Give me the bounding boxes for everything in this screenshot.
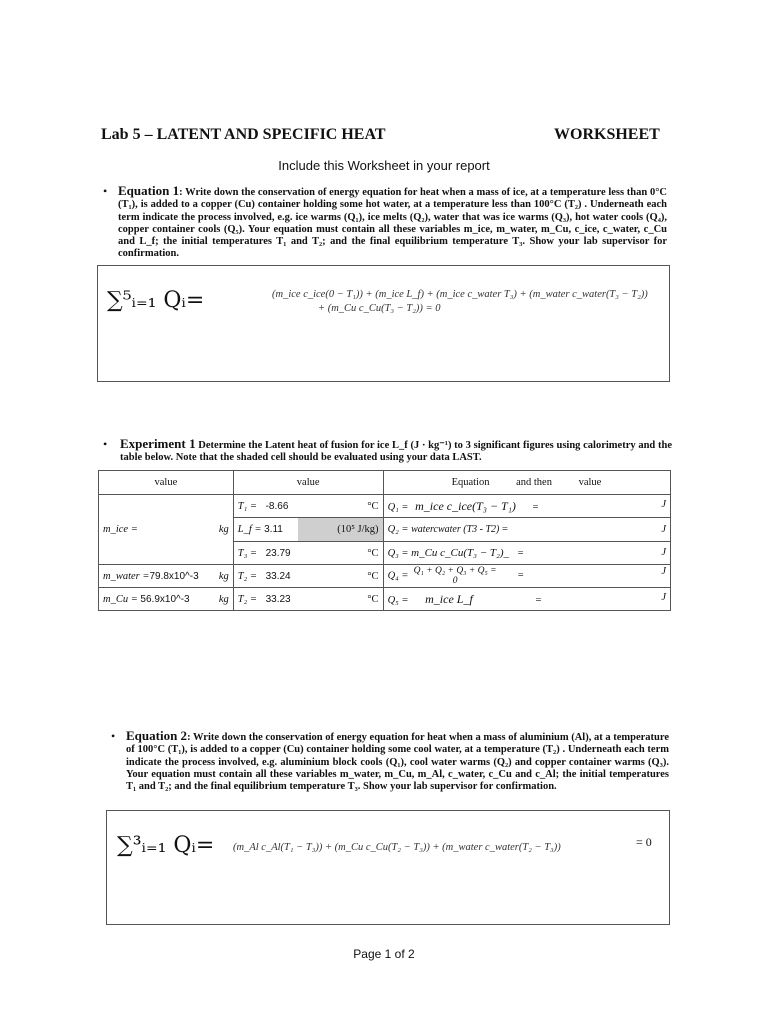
- lf-value: 3.11: [264, 524, 283, 535]
- equation2-answer: (m_Al c_Al(T₁ − T₃)) + (m_Cu c_Cu(T₂ − T₃)) + (m_water c_water(T₂ − T₃)): [233, 842, 561, 853]
- q3-equals: =: [517, 548, 524, 559]
- q3-label: Q₃ =: [387, 548, 409, 559]
- q5-expr: m_ice L_f: [425, 591, 473, 606]
- q4-cell[interactable]: [383, 565, 670, 588]
- t2b-label: T₂ =: [237, 593, 257, 605]
- m-water-value: 79.8x10^-3: [149, 570, 199, 582]
- m-water-unit: kg: [218, 570, 229, 582]
- equation1-instructions: [118, 185, 667, 261]
- equation2-instructions: [126, 730, 669, 793]
- subtitle: Include this Worksheet in your report: [278, 158, 490, 173]
- lf-unit-shaded: [298, 518, 383, 541]
- lab-title: Lab 5 – LATENT AND SPECIFIC HEAT: [101, 126, 386, 143]
- q2-label: Q₂ =: [387, 524, 409, 535]
- header-value-mid: value: [233, 471, 383, 495]
- page-number: Page 1 of 2: [353, 947, 415, 961]
- t2-cell[interactable]: [233, 565, 383, 588]
- m-ice-label: m_ice =: [103, 524, 138, 535]
- m-cu-value: 56.9x10^-3: [140, 593, 190, 605]
- t3-label: T₃ =: [237, 547, 257, 559]
- lf-unit: (10⁵ J/kg): [337, 524, 379, 535]
- q2-equals: =: [502, 524, 508, 535]
- t1-unit: °C: [367, 500, 379, 512]
- q1-unit: J: [661, 498, 666, 510]
- t1-label: T₁ =: [237, 500, 257, 512]
- equation2-label: Equation 2: [126, 728, 188, 743]
- q4-expr: Q₁ + Q₂ + Q₃ + Q₅ = 0: [413, 566, 497, 586]
- equation1-answer-line2: + (m_Cu c_Cu(T₃ − T₂)) = 0: [318, 303, 441, 314]
- equation1-answer-box[interactable]: [97, 265, 670, 382]
- q4-equals: =: [517, 570, 524, 582]
- t2-value: 33.24: [265, 570, 291, 582]
- header-value-right: value: [578, 477, 602, 488]
- header-value-left: value: [99, 471, 234, 495]
- q1-cell[interactable]: [383, 495, 670, 518]
- lf-label: L_f =: [237, 524, 262, 535]
- experiment1-table: [98, 470, 671, 611]
- equation1-label: Equation 1: [118, 183, 180, 198]
- lf-cell[interactable]: [233, 518, 383, 542]
- equation2-answer-box[interactable]: [106, 810, 670, 925]
- q2-unit: J: [661, 524, 666, 535]
- m-water-label: m_water =: [103, 570, 150, 582]
- t2b-cell[interactable]: [233, 588, 383, 611]
- equation2-equals-zero: = 0: [636, 835, 652, 849]
- worksheet-label: WORKSHEET: [554, 126, 660, 143]
- q3-unit: J: [661, 547, 666, 558]
- q1-label: Q₁ =: [387, 501, 409, 513]
- bullet: •: [111, 729, 116, 743]
- bullet: •: [103, 184, 108, 198]
- q2-expr: watercwater (T3 - T2): [411, 524, 500, 535]
- t1-cell[interactable]: [233, 495, 383, 518]
- equation1-sum: ∑⁵ᵢ₌₁ Qᵢ=: [107, 288, 205, 313]
- equation1-text: : Write down the conservation of energy equation for heat when a mass of ice, at a temperature less than 0°C (T₁), is added to a copper (Cu) container holding some hot water, at a temperature less than 100°C (T₂) . Underneath each term indicate the process involved, e.g. ice warms (Q₁), ice melts (Q₂), water that was ice warms (Q₃), hot water cools (Q₄), copper container cools (Q₅). Your equation must contain all these variables m_ice, m_water, m_Cu, c_ice, c_water, c_Cu and L_f; the initial temperatures T₁ and T₂; and the final equilibrium temperature T₃. Show your lab supervisor for confirmation.: [118, 187, 667, 260]
- q5-equals: =: [535, 594, 542, 606]
- t2-unit: °C: [367, 570, 379, 582]
- q5-unit: J: [661, 591, 666, 603]
- header-equation: Equation: [451, 477, 490, 488]
- experiment1-label: Experiment 1: [120, 436, 196, 451]
- q4-unit: J: [661, 566, 666, 577]
- m-cu-cell[interactable]: [99, 588, 234, 611]
- t3-unit: °C: [367, 547, 379, 559]
- m-water-cell[interactable]: [99, 565, 234, 588]
- header-and-then: and then: [516, 477, 552, 488]
- t2-label: T₂ =: [237, 570, 257, 582]
- m-cu-label: m_Cu =: [103, 593, 138, 605]
- q3-cell[interactable]: [383, 542, 670, 565]
- q4-label: Q₄ =: [387, 570, 409, 582]
- q1-equals: =: [532, 501, 539, 513]
- equation2-text: : Write down the conservation of energy equation for heat when a mass of aluminium (Al), at a temperature of 100°C (T₁), is added to a copper (Cu) container holding some cool water, at a temperature (T₂) . Underneath each term indicate the process involved, e.g. aluminium block cools (Q₁), cool water warms (Q₂) and copper container warms (Q₃). Your equation must contain all these variables m_water, m_Cu, m_Al, c_water, c_Cu and c_Al; the initial temperatures T₁ and T₂; and the final equilibrium temperature T₃. Show your lab supervisor for confirmation.: [126, 732, 669, 793]
- equation1-answer-line1: (m_ice c_ice(0 − T₁)) + (m_ice L_f) + (m_ice c_water T₃) + (m_water c_water(T₃ − T₂)): [272, 289, 648, 300]
- m-ice-unit: kg: [218, 524, 229, 535]
- m-cu-unit: kg: [218, 593, 229, 605]
- t2b-value: 33.23: [265, 593, 291, 605]
- t2b-unit: °C: [367, 593, 379, 605]
- t3-value: 23.79: [265, 547, 291, 559]
- header-equation-cell: [383, 471, 670, 495]
- q3-expr: m_Cu c_Cu(T₃ − T₂)_: [411, 547, 510, 559]
- t3-cell[interactable]: [233, 542, 383, 565]
- bullet: •: [103, 437, 108, 451]
- equation2-sum: ∑³ᵢ₌₁ Qᵢ=: [117, 833, 215, 858]
- q5-label: Q₅ =: [387, 594, 409, 606]
- q2-cell[interactable]: [383, 518, 670, 542]
- q1-expr: m_ice c_ice(T₃ − T₁): [415, 498, 516, 513]
- t1-value: -8.66: [265, 500, 289, 512]
- m-ice-cell[interactable]: [99, 495, 234, 565]
- experiment1-instructions: [120, 438, 672, 465]
- q5-cell[interactable]: [383, 588, 670, 611]
- experiment1-text: Determine the Latent heat of fusion for ice L_f (J · kg⁻¹) to 3 significant figures using calorimetry and the table below. Note that the shaded cell should be evaluated using your data LAST.: [120, 440, 672, 464]
